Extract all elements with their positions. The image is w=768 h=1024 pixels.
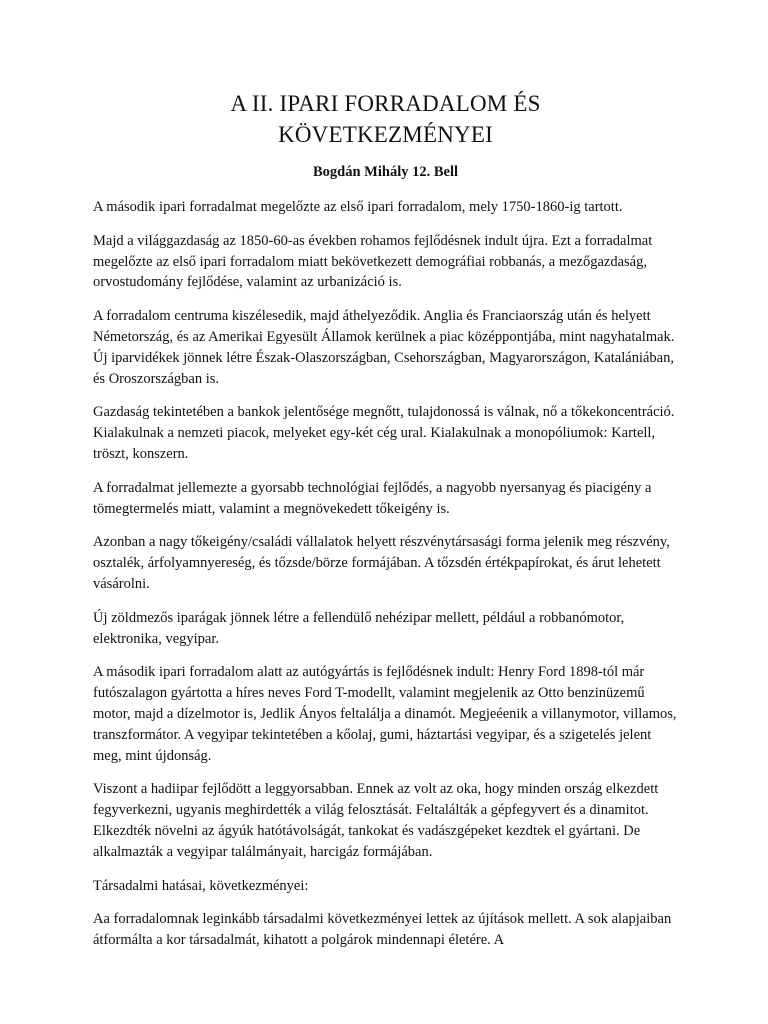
paragraph-4: Gazdaság tekintetében a bankok jelentősége megnőtt, tulajdonossá is válnak, nő a tőkekoncentráció. Kialakulnak a nemzeti piacok, melyeket egy-két cég ural. Kialakulnak a monopóliumok: Kartell, tröszt, konszern. xyxy=(93,404,675,462)
paragraph-5: A forradalmat jellemezte a gyorsabb technológiai fejlődés, a nagyobb nyersanyag és piacigény a tömegtermelés miatt, valamint a megnövekedett tőkeigény is. xyxy=(93,479,652,517)
paragraph-9: Viszont a hadiipar fejlődött a leggyorsabban. Ennek az volt az oka, hogy minden ország elkezdett fegyverkezni, ugyanis meghirdették a világ felosztását. Feltalálták a gépfegyvert és a dinamitot. Elkezdték növelni az ágyúk hatótávolságát, tankokat és vadászgépeket kezdtek el gyártani. De alkalmazták a vegyipar találmányait, harcigáz formájában. xyxy=(93,781,659,860)
paragraph-3: A forradalom centruma kiszélesedik, majd áthelyeződik. Anglia és Franciaország után és helyett Németország, és az Amerikai Egyesült Államok kerülnek a piac középpontjába, mint nagyhatalmak. Új iparvidékek jönnek létre Észak-Olaszországban, Csehországban, Magyarországon, Katalániában, és Oroszországban is. xyxy=(93,308,675,387)
title-line-1: A II. IPARI FORRADALOM ÉS xyxy=(230,91,541,116)
author-line: Bogdán Mihály 12. Bell xyxy=(312,164,459,180)
paragraph-7: Új zöldmezős iparágak jönnek létre a fellendülő nehézipar mellett, például a robbanómotor, elektronika, vegyipar. xyxy=(93,609,625,647)
paragraph-10: Társadalmi hatásai, következményei: xyxy=(93,877,309,894)
document-page xyxy=(93,88,678,951)
paragraph-8: A második ipari forradalom alatt az autógyártás is fejlődésnek indult: Henry Ford 1898-tól már futószalagon gyártotta a híres neves Ford T-modellt, valamint megjelenik az Otto benzinüzemű motor, majd a dízelmotor is, Jedlik Ányos feltalálja a dinamót. Megjeéenik a villanymotor, villamos, transzformátor. A vegyipar tekintetében a kőolaj, gumi, háztartási vegyipar, és a szigetelés jelent meg, mint újdonság. xyxy=(93,664,677,764)
paragraph-1: A második ipari forradalmat megelőzte az első ipari forradalom, mely 1750-1860-ig tartott. xyxy=(93,199,623,215)
title-line-2: KÖVETKEZMÉNYEI xyxy=(278,122,493,147)
paragraph-2: Majd a világgazdaság az 1850-60-as években rohamos fejlődésnek indult újra. Ezt a forradalmat megelőzte az első ipari forradalom miatt bekövetkezett demográfiai robbanás, a mezőgazdaság, orvostudomány fejlődése, valamint az urbanizáció is. xyxy=(93,232,653,291)
paragraph-11: Aa forradalomnak leginkább társadalmi következményei lettek az újítások mellett. A sok alapjaiban átformálta a kor társadalmát, kihatott a polgárok mindennapi életére. A xyxy=(93,911,672,949)
document-title xyxy=(93,88,678,150)
paragraph-6: Azonban a nagy tőkeigény/családi vállalatok helyett részvénytársasági forma jelenik meg részvény, osztalék, árfolyamnyereség, és tőzsde/börze formájában. A tőzsdén értékpapírokat, és árut lehetett vásárolni. xyxy=(93,534,670,592)
